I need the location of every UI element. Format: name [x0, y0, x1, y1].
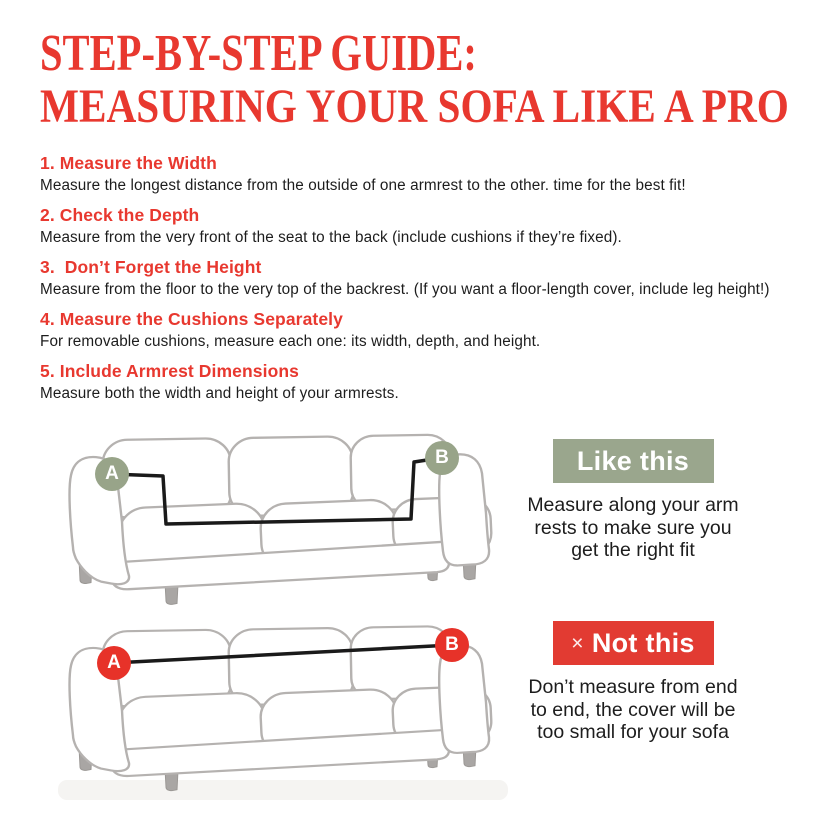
step-3-body: Measure from the floor to the very top of the backrest. (If you want a floor-length cover, include leg height!)	[40, 281, 770, 298]
like-this-line2: rests to make sure you	[534, 516, 732, 539]
marker-a-correct: A	[95, 457, 129, 491]
like-this-description	[517, 494, 749, 562]
page-title-line1: STEP-BY-STEP GUIDE:	[40, 25, 477, 82]
not-this-line2: to end, the cover will be	[530, 698, 736, 721]
marker-a-wrong: A	[97, 646, 131, 680]
steps-list	[40, 152, 810, 412]
step-1	[40, 152, 810, 196]
step-4	[40, 308, 810, 352]
step-1-body: Measure the longest distance from the outside of one armrest to the other. time for the best fit!	[40, 177, 686, 194]
not-this-badge-label: Not this	[591, 627, 695, 658]
page-title	[40, 26, 823, 132]
step-5-heading: 5. Include Armrest Dimensions	[40, 361, 299, 381]
step-4-heading: 4. Measure the Cushions Separately	[40, 309, 343, 329]
not-this-section	[517, 621, 749, 744]
step-2-heading: 2. Check the Depth	[40, 205, 200, 225]
like-this-badge	[553, 439, 714, 483]
step-3-heading: 3. Don’t Forget the Height	[40, 257, 262, 277]
step-3	[40, 256, 810, 300]
like-this-line1: Measure along your arm	[527, 494, 739, 516]
marker-b-wrong: B	[435, 628, 469, 662]
step-4-body: For removable cushions, measure each one: its width, depth, and height.	[40, 333, 541, 350]
step-2-body: Measure from the very front of the seat to the back (include cushions if they’re fixed).	[40, 229, 622, 246]
x-icon: ×	[571, 632, 584, 655]
not-this-description	[517, 676, 749, 744]
marker-b-correct: B	[425, 441, 459, 475]
step-5	[40, 360, 810, 404]
like-this-line3: get the right fit	[571, 539, 695, 561]
page-title-line2: MEASURING YOUR SOFA LIKE A PRO	[40, 80, 789, 133]
like-this-section	[517, 439, 749, 562]
step-1-heading: 1. Measure the Width	[40, 153, 217, 173]
not-this-line3: too small for your sofa	[537, 721, 729, 743]
step-2	[40, 204, 810, 248]
not-this-line1: Don’t measure from end	[528, 676, 738, 698]
like-this-badge-label: Like this	[576, 445, 690, 476]
step-5-body: Measure both the width and height of your armrests.	[40, 385, 399, 402]
not-this-badge	[553, 621, 714, 665]
